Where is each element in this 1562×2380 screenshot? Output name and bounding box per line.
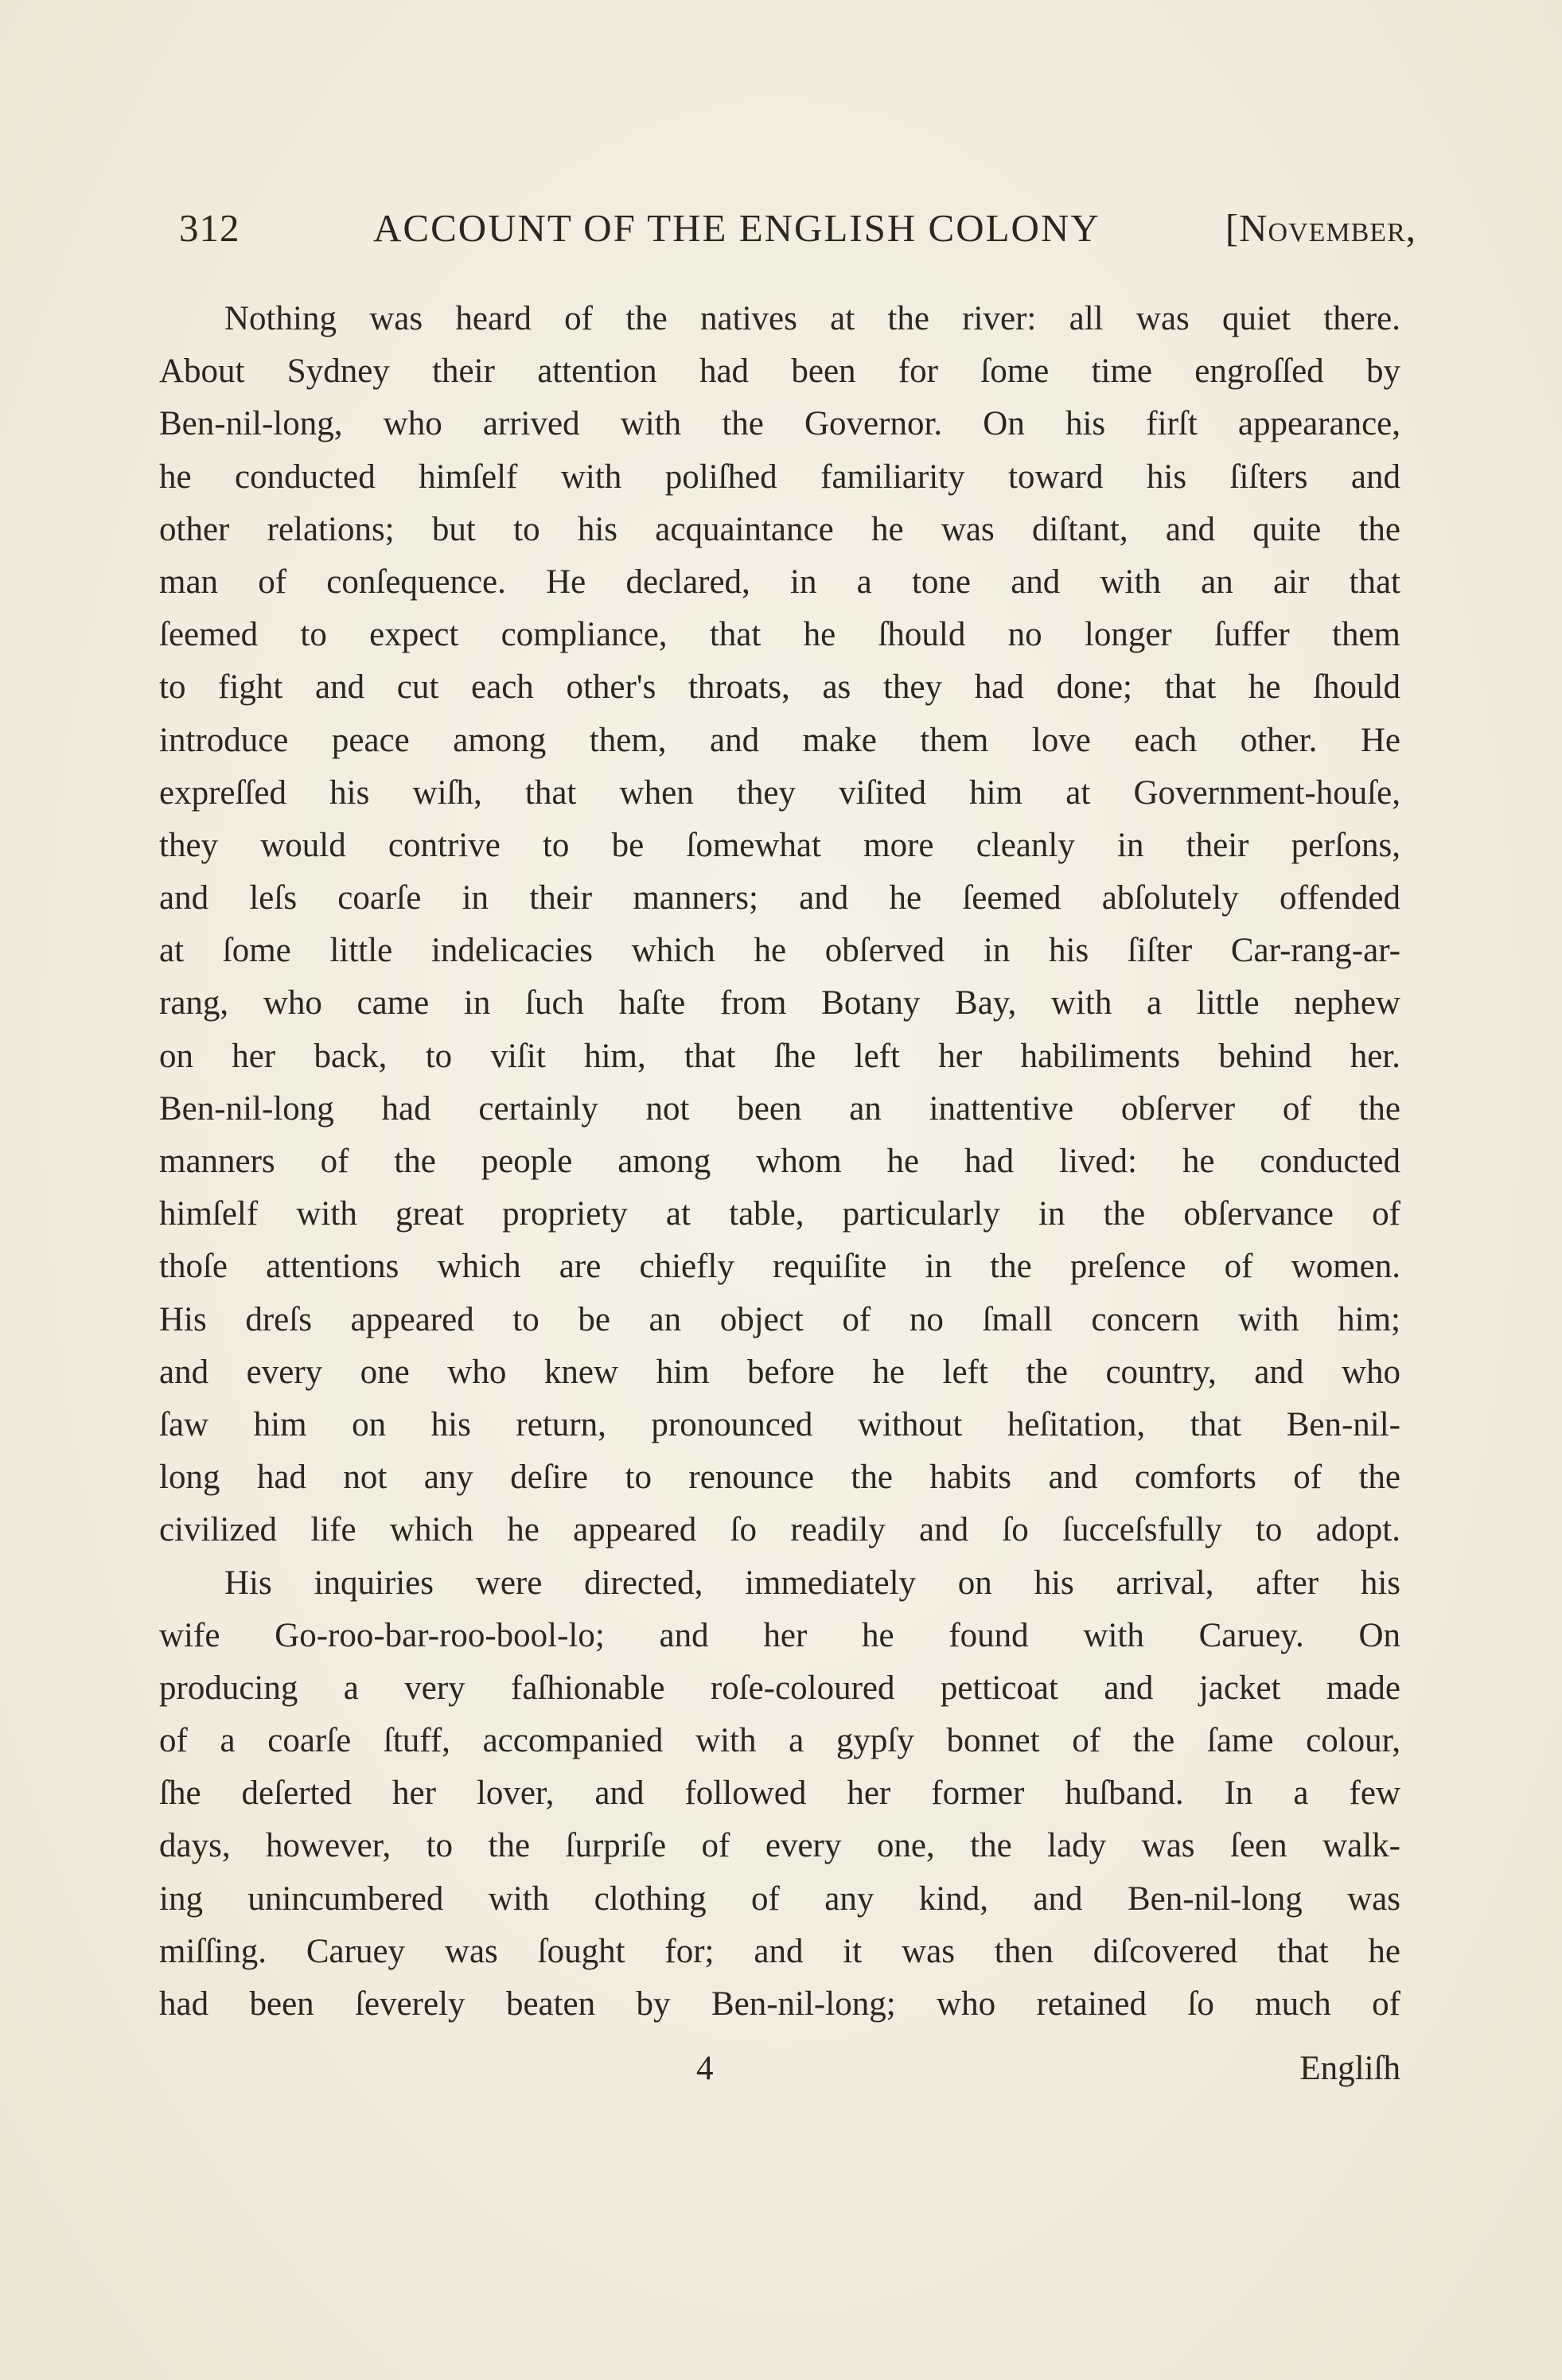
text-line: long had not any deſire to renounce the habits and comforts of the bbox=[159, 1459, 1400, 1497]
text-line: Ben-nil-long, who arrived with the Governor. On his firſt appearance, bbox=[159, 405, 1400, 443]
text-line: ſhe deſerted her lover, and followed her former huſband. In a few bbox=[159, 1774, 1400, 1813]
text-line: civilized life which he appeared ſo readily and ſo ſucceſsfully to adopt. bbox=[159, 1511, 1400, 1549]
text-line: producing a very faſhionable roſe-coloured petticoat and jacket made bbox=[159, 1669, 1400, 1707]
text-line: introduce peace among them, and make them love each other. He bbox=[159, 721, 1400, 759]
text-line: ing unincumbered with clothing of any kind, and Ben-nil-long was bbox=[159, 1879, 1400, 1918]
text-line: ſeemed to expect compliance, that he ſhould no longer ſuffer them bbox=[159, 616, 1400, 654]
text-line: rang, who came in ſuch haſte from Botany Bay, with a little nephew bbox=[159, 984, 1400, 1023]
text-line: wife Go-roo-bar-roo-bool-lo; and her he found with Caruey. On bbox=[159, 1616, 1400, 1654]
signature-mark: 4 bbox=[696, 2050, 714, 2087]
running-date: [November, bbox=[1225, 206, 1416, 250]
running-title: ACCOUNT OF THE ENGLISH COLONY bbox=[373, 206, 1100, 250]
text-line: manners of the people among whom he had lived: he conducted bbox=[159, 1143, 1400, 1180]
text-line: thoſe attentions which are chiefly requiſite in the preſence of women. bbox=[159, 1248, 1400, 1286]
text-line: His inquiries were directed, immediately on his arrival, after his bbox=[224, 1564, 1400, 1602]
text-line: expreſſed his wiſh, that when they viſited him at Government-houſe, bbox=[159, 773, 1400, 812]
text-line: other relations; but to his acquaintance he was diſtant, and quite the bbox=[159, 510, 1400, 548]
text-line: days, however, to the ſurpriſe of every one, the lady was ſeen walk- bbox=[159, 1827, 1400, 1865]
text-line: of a coarſe ſtuff, accompanied with a gypſy bonnet of the ſame colour, bbox=[159, 1722, 1400, 1760]
text-line: they would contrive to be ſomewhat more cleanly in their perſons, bbox=[159, 826, 1400, 864]
text-line: at ſome little indelicacies which he obſerved in his ſiſter Car-rang-ar- bbox=[159, 932, 1400, 970]
page-number: 312 bbox=[179, 206, 240, 250]
text-line: man of conſequence. He declared, in a tone and with an air that bbox=[159, 563, 1400, 601]
text-line: ſaw him on his return, pronounced without heſitation, that Ben-nil- bbox=[159, 1405, 1400, 1443]
text-line: he conducted himſelf with poliſhed familiarity toward his ſiſters and bbox=[159, 458, 1400, 496]
page-footer bbox=[159, 2049, 1400, 2097]
text-line: About Sydney their attention had been for ſome time engroſſed by bbox=[159, 353, 1400, 391]
text-line: himſelf with great propriety at table, particularly in the obſervance of bbox=[159, 1195, 1400, 1233]
text-line: and every one who knew him before he left the country, and who bbox=[159, 1353, 1400, 1391]
body-text bbox=[159, 293, 1400, 2031]
text-line: Ben-nil-long had certainly not been an inattentive obſerver of the bbox=[159, 1089, 1400, 1128]
text-line: had been ſeverely beaten by Ben-nil-long; who retained ſo much of bbox=[159, 1985, 1400, 2023]
text-line: to fight and cut each other's throats, as they had done; that he ſhould bbox=[159, 668, 1400, 707]
text-line: His dreſs appeared to be an object of no ſmall concern with him; bbox=[159, 1300, 1400, 1338]
text-line: miſſing. Caruey was ſought for; and it was then diſcovered that he bbox=[159, 1932, 1400, 1970]
page-header bbox=[179, 205, 1416, 253]
text-line: Nothing was heard of the natives at the river: all was quiet there. bbox=[224, 300, 1400, 337]
text-line: on her back, to viſit him, that ſhe left her habiliments behind her. bbox=[159, 1037, 1400, 1075]
catchword: Engliſh bbox=[1299, 2050, 1400, 2087]
text-line: and leſs coarſe in their manners; and he ſeemed abſolutely offended bbox=[159, 879, 1400, 917]
